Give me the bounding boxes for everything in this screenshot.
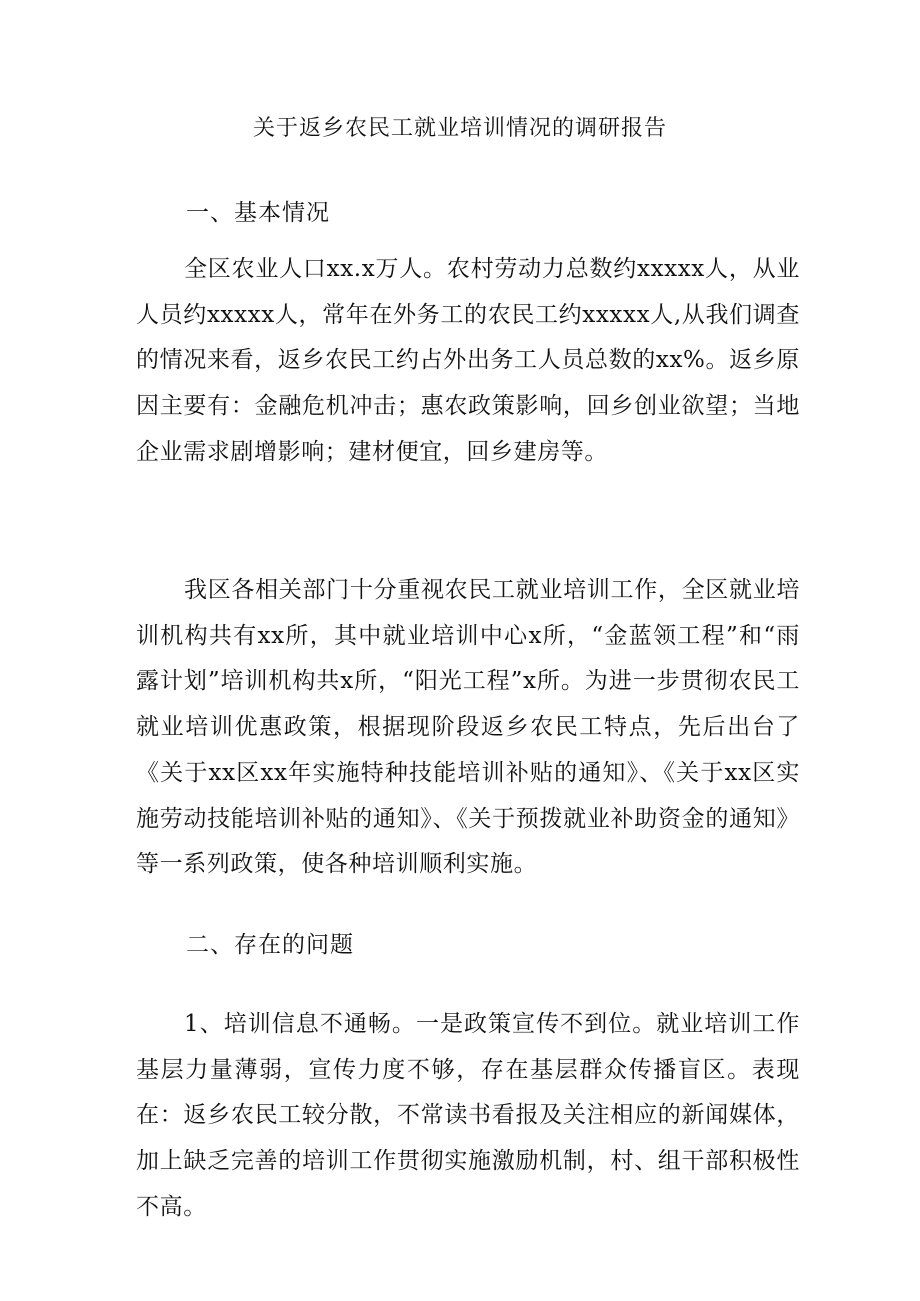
document-title: 关于返乡农民工就业培训情况的调研报告 bbox=[252, 116, 667, 141]
paragraph-population-overview: 全区农业人口xx.x万人。农村劳动力总数约xxxxx人，从业人员约xxxxx人，常年在外务工的农民工约xxxxx人,从我们调查的情况来看，返乡农民工约占外出务工人员总数的xx%。返乡原因主要有：金融危机冲击；惠农政策影响，回乡创业欲望；当地企业需求剧增影响；建材便宜，回乡建房等。 bbox=[136, 256, 800, 465]
paragraph-information-problem: 1、培训信息不通畅。一是政策宣传不到位。就业培训工作基层力量薄弱，宣传力度不够，存在基层群众传播盲区。表现在：返乡农民工较分散，不常读书看报及关注相应的新闻媒体，加上缺乏完善的培训工作贯彻实施激励机制，村、组干部积极性不高。 bbox=[136, 1011, 800, 1220]
section-heading-existing-problems: 二、存在的问题 bbox=[186, 932, 354, 958]
paragraph-training-policies: 我区各相关部门十分重视农民工就业培训工作，全区就业培训机构共有xx所，其中就业培训中心x所，“金蓝领工程”和“雨露计划”培训机构共x所，“阳光工程”x所。为进一步贯彻农民工就业培训优惠政策，根据现阶段返乡农民工特点，先后出台了《关于xx区xx年实施特种技能培训补贴的通知》、《关于xx区实施劳动技能培训补贴的通知》、《关于预拨就业补助资金的通知》等一系列政策，使各种培训顺利实施。 bbox=[136, 577, 800, 878]
section-heading-basic-situation: 一、基本情况 bbox=[186, 200, 330, 226]
